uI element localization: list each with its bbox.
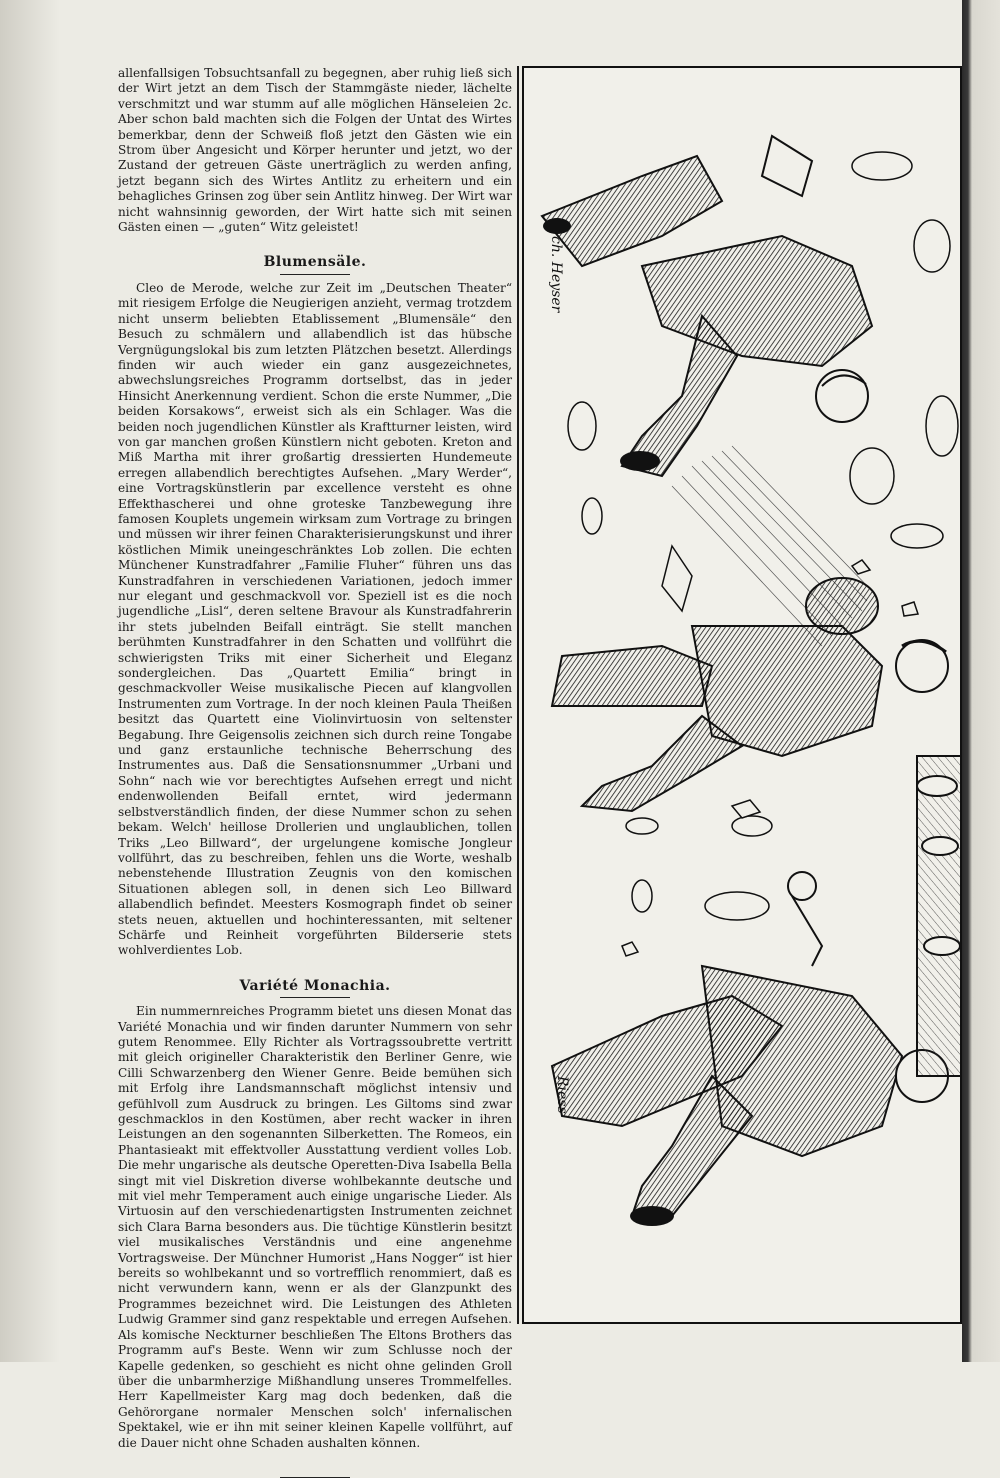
title-underline [280, 997, 350, 998]
juggler-illustration [522, 66, 962, 1324]
section-body-blumensaele: Cleo de Merode, welche zur Zeit im „Deutschen Theater“ mit riesigem Erfolge die Neugierigen anzieht, vermag trotzdem nicht unserm beliebten Etablissement „Blumensäle“ den Besuch zu schmälern und allabendlich ist das hübsche Vergnügungslokal bis zum letzten Plätzchen besetzt. Allerdings finden wir auch wieder ein ganz ausgezeichnetes, abwechslungsreiches Programm dortselbst, das in jeder Hinsicht Anerkennung verdient. Schon die erste Nummer, „Die beiden Korsakows“, erweist sich als ein Schlager. Was die beiden noch jugendlichen Künstler als Kraftturner leisten, wird von gar manchen großen Künstlern nicht geboten. Kreton and Miß Martha mit ihrer großartig dressierten Hundemeute erregen allabendlich berechtigtes Aufsehen. „Mary Werder“, eine Vortragskünstlerin par excellence versteht es ohne Effekthascherei und ohne groteske Tanzbewegung ihre famosen Kouplets ungemein wirksam zum Vortrage zu bringen und müssen wir ihrer feinen Charakterisierungskunst und ihrer köstlichen Mimik uneingeschränktes Lob zollen. Die echten Münchener Kunstradfahrer „Familie Fluher“ führen uns das Kunstradfahren in verschiedenen Variationen, jedoch immer nur elegant und geschmackvoll vor. Speziell ist es die noch jugendliche „Lisl“, deren seltene Bravour als Kunstradfahrerin ihr stets jubelnden Beifall einträgt. Sie stellt manchen berühmten Kunstradfahrer in den Schatten und vollführt die schwierigsten Triks mit einer Sicherheit und Eleganz sondergleichen. Das „Quartett Emilia“ bringt in geschmackvoller Weise musikalische Piecen auf klangvollen Instrumenten zum Vortrage. In der noch kleinen Paula Theißen besitzt das Quartett eine Violinvirtuosin von seltenster Begabung. Ihre Geigensolis zeichnen sich durch reine Tongabe und ganz erstaunliche technische Beherrschung des Instrumentes aus. Daß die Sensationsnummer „Urbani und Sohn“ nach wie vor berechtigtes Aufsehen erregt und nicht endenwollenden Beifall erntet, wird jedermann selbstverständlich finden, der diese Nummer schon zu sehen bekam. Welch' heillose Drollerien und unglaublichen, tollen Triks „Leo Billward“, der urgelungene komische Jongleur vollführt, das zu beschreiben, fehlen uns die Worte, weshalb nebenstehende Illustration Zeugnis von den komischen Situationen ablegen soll, in denen sich Leo Billward allabendlich befindet. Meesters Kosmograph findet ob seiner stets neuen, aktuellen und hochinteressanten, mit seltener Schärfe und Reinheit vorgeführten Bilderserie stets wohlverdientes Lob. [118, 280, 512, 958]
table-with-plates [917, 756, 962, 1076]
section-title-text: Variété Monachia. [239, 977, 391, 994]
section-body-monachia: Ein nummernreiches Programm bietet uns diesen Monat das Variété Monachia und wir finden darunter Nummern von sehr gutem Renommee. Elly Richter als Vortragssoubrette vertritt mit gleich origineller Charakteristik den Berliner Genre, wie Cilli Schwarzenberg den Wiener Genre. Beide bemühen sich mit Erfolg ihre Landsmannschaft möglichst intensiv und gefühlvoll zum Ausdruck zu bringen. Les Giltoms sind zwar geschmacklos in den Kostümen, aber recht wacker in ihren Leistungen an den sogenannten Silberketten. The Romeos, ein Phantasieakt mit effektvoller Ausstattung verdient volles Lob. Die mehr ungarische als deutsche Operetten-Diva Isabella Bella singt mit viel Diskretion diverse wohlbekannte deutsche und mit viel mehr Temperament auch einige ungarische Lieder. Als Virtuosin auf den verschiedenartigsten Instrumenten zeichnet sich Clara Barna besonders aus. Die tüchtige Künstlerin besitzt viel musikalisches Verständnis und eine angenehme Vortragsweise. Der Münchner Humorist „Hans Nogger“ ist hier bereits so wohlbekannt und so vortrefflich renommiert, daß es nicht verwundern kann, wenn er als der Glanzpunkt des Programmes bezeichnet wird. Die Leistungen des Athleten Ludwig Grammer sind ganz respektable und erregen Aufsehen. Als komische Neckturner beschließen The Eltons Brothers das Programm auf's Beste. Wenn wir zum Schlusse noch der Kapelle gedenken, so geschieht es nicht ohne gelinden Groll über die unbarmherzige Mißhandlung unseres Trommelfelles. Herr Kapellmeister Karg mag doch bedenken, daß die Gehörorgane normaler Menschen solch' infernalischen Spektakel, wie er ihn mit seiner kleinen Kapelle vollführt, auf die Dauer nicht ohne Schaden aushalten können. [118, 1004, 512, 1450]
section-title-text: Blumensäle. [263, 254, 367, 271]
illustration-drawing [522, 66, 962, 1324]
figure-middle [552, 546, 948, 811]
article-column [118, 66, 512, 1478]
opening-paragraph: allenfallsigen Tobsuchtsanfall zu begegnen, aber ruhig ließ sich der Wirt jetzt an dem Tisch der Stammgäste nieder, lächelte verschmitzt und war stumm auf alle möglichen Hänseleien 2c. Aber schon bald machten sich die Folgen der Untat des Wirtes bemerkbar, denn der Schweiß floß jetzt den Gästen wie ein Strom über Angesicht und Körper herunter und jetzt, wo der Zustand der getreuen Gäste unerträglich zu werden anfing, jetzt begann sich des Wirtes Antlitz zu erheitern und ein behagliches Grinsen zog über sein Antlitz hinweg. Der Wirt war nicht wahnsinnig geworden, der Wirt hatte sich mit seinen Gästen einen — „guten“ Witz geleistet! [118, 66, 512, 235]
page-edge-right [962, 0, 1000, 1362]
title-underline [280, 274, 350, 275]
page-shadow-left [0, 0, 60, 1362]
signature-bottom: Riess [554, 1076, 570, 1114]
section-title-monachia [118, 979, 512, 998]
flying-plates-middle [622, 800, 772, 956]
signature-top: ch. Heyser [548, 236, 564, 313]
figure-bottom [552, 872, 948, 1226]
column-divider [517, 66, 519, 1324]
section-title-blumensaele [118, 255, 512, 274]
